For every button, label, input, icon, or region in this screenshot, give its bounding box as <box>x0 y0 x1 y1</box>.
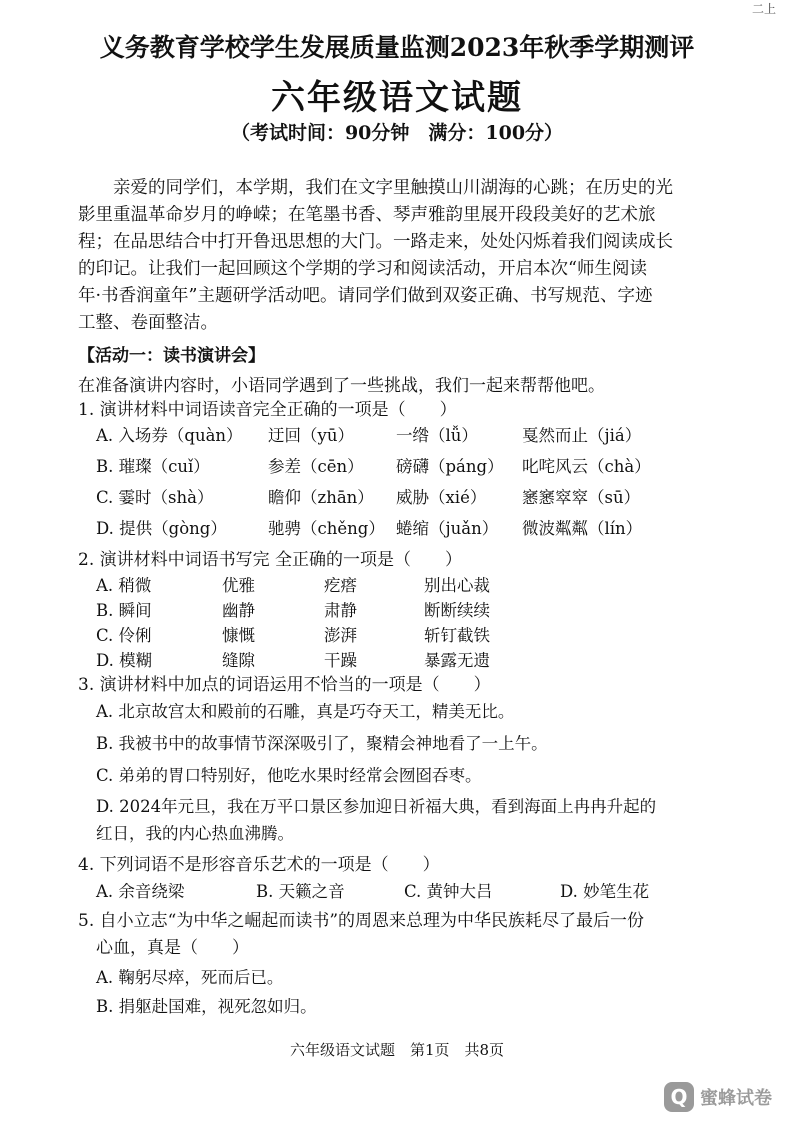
option-a-word: 别出心裁 <box>424 576 490 595</box>
watermark-text: 蜜蜂试卷 <box>700 1088 772 1109</box>
option-d[interactable]: D. 提供（gòng） <box>96 519 227 538</box>
option-c-word: 威胁（xié） <box>396 488 487 507</box>
option-a[interactable]: A. 北京故宫太和殿前的石雕，真是巧夺天工，精美无比。 <box>96 702 515 721</box>
page-footer: 六年级语文试题 第1页 共8页 <box>289 1041 505 1059</box>
option-b-word: 幽静 <box>222 601 255 620</box>
page-title: 六年级语文试题 <box>271 78 523 118</box>
option-a-word: 优雅 <box>222 576 255 595</box>
option-c-word: 瞻仰（zhān） <box>268 488 374 507</box>
option-a-word: 一绺（lǚ） <box>396 426 478 445</box>
option-d-word: 微波粼粼（lín） <box>522 519 643 538</box>
option-a-word: 疙瘩 <box>324 576 357 595</box>
corner-mark: 二上 <box>752 2 777 16</box>
option-d[interactable]: D. 妙笔生花 <box>560 882 650 901</box>
option-a-word: 迂回（yū） <box>268 426 354 445</box>
option-c[interactable]: C. 伶俐 <box>96 626 152 645</box>
intro-line: 亲爱的同学们，本学期，我们在文字里触摸山川湖海的心跳；在历史的光 <box>78 178 673 198</box>
intro-line: 的印记。让我们一起回顾这个学期的学习和阅读活动，开启本次“师生阅读 <box>78 259 647 279</box>
bee-logo-icon: Q <box>664 1082 694 1112</box>
intro-line: 影里重温革命岁月的峥嵘；在笔墨书香、琴声雅韵里展开段段美好的艺术旅 <box>78 205 656 225</box>
option-d-word: 暴露无遗 <box>424 651 490 670</box>
option-b-word: 磅礴（páng） <box>396 457 504 476</box>
option-c[interactable]: C. 黄钟大吕 <box>404 882 493 901</box>
intro-line: 工整、卷面整洁。 <box>78 313 218 333</box>
option-c-word: 斩钉截铁 <box>424 626 490 645</box>
option-d-continued: 红日，我的内心热血沸腾。 <box>96 824 294 843</box>
intro-line: 程；在品思结合中打开鲁迅思想的大门。一路走来，处处闪烁着我们阅读成长 <box>78 232 673 252</box>
option-b-word: 肃静 <box>324 601 357 620</box>
option-c-word: 澎湃 <box>324 626 357 645</box>
activity-intro: 在准备演讲内容时，小语同学遇到了一些挑战，我们一起来帮帮他吧。 <box>78 376 605 396</box>
option-b[interactable]: B. 我被书中的故事情节深深吸引了，聚精会神地看了一上午。 <box>96 734 548 753</box>
option-c-word: 慷慨 <box>222 626 255 645</box>
option-d[interactable]: D. 模糊 <box>96 651 153 670</box>
option-a[interactable]: A. 鞠躬尽瘁，死而后已。 <box>96 968 284 987</box>
option-d-word: 驰骋（chěng） <box>268 519 385 538</box>
question-3-stem: 3. 演讲材料中加点的词语运用不恰当的一项是（ ） <box>78 675 491 695</box>
option-c[interactable]: C. 霎时（shà） <box>96 488 214 507</box>
option-a-word: 戛然而止（jiá） <box>522 426 642 445</box>
question-2-stem: 2. 演讲材料中词语书写完 全正确的一项是（ ） <box>78 550 463 570</box>
option-b-word: 断断续续 <box>424 601 490 620</box>
option-c[interactable]: C. 弟弟的胃口特别好，他吃水果时经常会囫囵吞枣。 <box>96 766 482 785</box>
option-b-word: 叱咤风云（chà） <box>522 457 651 476</box>
exam-info: （考试时间：90分钟 满分：100分） <box>230 122 564 144</box>
option-a[interactable]: A. 入场券（quàn） <box>96 426 243 445</box>
question-4-stem: 4. 下列词语不是形容音乐艺术的一项是（ ） <box>78 855 440 875</box>
watermark <box>664 1080 782 1114</box>
option-b[interactable]: B. 璀璨（cuǐ） <box>96 457 210 476</box>
option-b[interactable]: B. 瞬间 <box>96 601 152 620</box>
option-a[interactable]: A. 稍微 <box>96 576 152 595</box>
option-d-word: 缝隙 <box>222 651 255 670</box>
option-d-word: 蜷缩（juǎn） <box>396 519 499 538</box>
option-c-word: 窸窸窣窣（sū） <box>522 488 641 507</box>
option-d-word: 干躁 <box>324 651 357 670</box>
intro-line: 年·书香润童年”主题研学活动吧。请同学们做到双姿正确、书写规范、字迹 <box>78 286 653 306</box>
question-5-stem: 5. 自小立志“为中华之崛起而读书”的周恩来总理为中华民族耗尽了最后一份 <box>78 911 645 931</box>
option-d[interactable]: D. 2024年元旦，我在万平口景区参加迎日祈福大典，看到海面上冉冉升起的 <box>96 797 657 816</box>
question-1-stem: 1. 演讲材料中词语读音完全正确的一项是（ ） <box>78 400 457 420</box>
option-b-word: 参差（cēn） <box>268 457 364 476</box>
exam-series-title: 义务教育学校学生发展质量监测2023年秋季学期测评 <box>99 33 695 62</box>
option-b[interactable]: B. 天籁之音 <box>256 882 345 901</box>
option-a[interactable]: A. 余音绕梁 <box>96 882 185 901</box>
option-b[interactable]: B. 捐躯赴国难，视死忽如归。 <box>96 997 317 1016</box>
question-5-stem-continued: 心血，真是（ ） <box>96 938 249 958</box>
activity-title: 【活动一：读书演讲会】 <box>78 346 265 366</box>
